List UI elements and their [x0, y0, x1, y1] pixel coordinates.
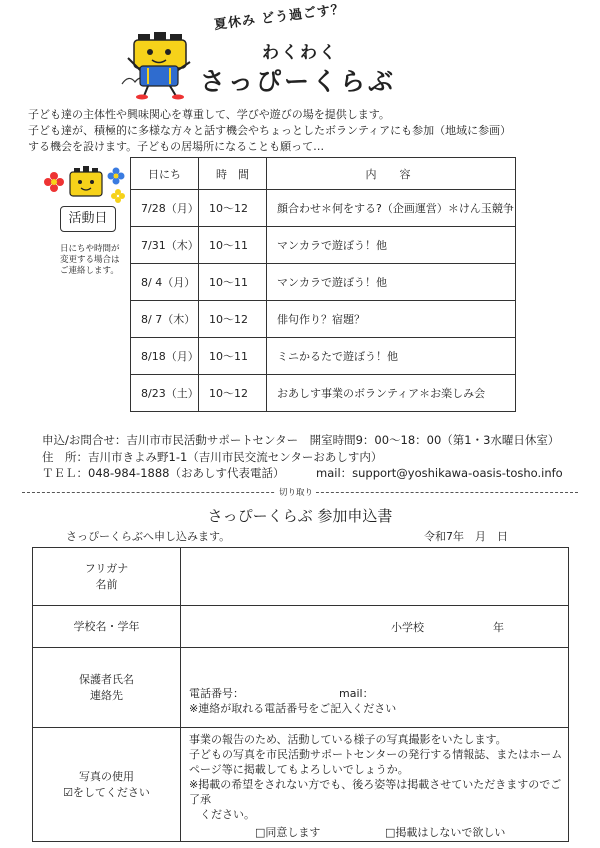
photo-text-line: ※掲載の希望をされない方でも、後ろ姿等は掲載させていただきますのでご了承: [189, 778, 562, 806]
schedule-content: 俳句作り？宿題？: [267, 301, 516, 338]
contact-mail: mail：support@yoshikawa-oasis-tosho.info: [316, 466, 563, 480]
consent-options: [189, 825, 568, 841]
photo-text-line: 子どもの写真を市民活動サポートセンターの発行する情報誌、またはホーム: [189, 748, 563, 761]
contact-label: 連絡先: [90, 688, 123, 702]
mail-label: mail：: [339, 687, 374, 700]
school-suffix: 小学校: [391, 621, 424, 634]
schedule-date: 7/28（月）: [131, 190, 199, 227]
intro-line-3: する機会を設けます。子どもの居場所になることも願って…: [28, 140, 325, 153]
table-row: [131, 301, 516, 338]
page-title: さっぴーくらぶ: [200, 67, 397, 96]
guardian-label: 保護者氏名: [79, 672, 134, 686]
mascot-icon: [122, 28, 200, 100]
schedule-date: 8/18（月）: [131, 338, 199, 375]
form-row-school: [33, 606, 569, 648]
name-label: 名前: [95, 577, 118, 591]
guardian-label-cell: [33, 648, 181, 728]
phone-label: 電話番号：: [189, 687, 244, 700]
schedule-date: 8/23（土）: [131, 375, 199, 412]
table-row: [131, 190, 516, 227]
furigana-label: フリガナ: [84, 561, 129, 575]
intro-line-2: 子ども達が、積極的に多様な方々と話す機会やちょっとしたボランティアにも参加（地域に参画）: [28, 124, 512, 137]
contact-line-1: 申込/お問合せ：吉川市市民活動サポートセンター 開室時間9：00～18：00（第1・3水曜日休室）: [42, 433, 560, 447]
photo-check-instruction: ☑をしてください: [63, 785, 150, 799]
phone-note: ※連絡が取れる電話番号をご記入ください: [189, 702, 397, 715]
table-row: [131, 264, 516, 301]
header-subtitle: 夏休み どう過ごす？: [213, 2, 346, 33]
schedule-header-row: [131, 158, 516, 190]
agree-checkbox[interactable]: □同意します: [255, 826, 321, 839]
schedule-date: 8/ 7（木）: [131, 301, 199, 338]
schedule-change-note: 日にちや時間が変更する場合はご連絡します。: [60, 244, 120, 276]
header-title-line1: わくわく: [262, 43, 338, 63]
schedule-content: マンカラで遊ぼう！他: [267, 264, 516, 301]
application-form: [32, 547, 569, 842]
photo-text-line: ページ等に掲載してもよろしいでしょうか。: [189, 763, 409, 776]
schedule-content: ミニかるたで遊ぼう！他: [267, 338, 516, 375]
column-header-content: 内 容: [267, 158, 516, 190]
form-row-guardian: [33, 648, 569, 728]
schedule-date: 8/ 4（月）: [131, 264, 199, 301]
table-row: [131, 375, 516, 412]
flower-mascot-icon: [44, 164, 128, 204]
cut-label: 切り取り: [276, 486, 316, 498]
photo-usage-label: 写真の使用: [79, 769, 134, 783]
apply-statement: さっぴーくらぶへ申し込みます。: [66, 530, 231, 543]
schedule-time: 10～11: [199, 338, 267, 375]
schedule-content: マンカラで遊ぼう！他: [267, 227, 516, 264]
schedule-time: 10～12: [199, 190, 267, 227]
decline-checkbox[interactable]: □掲載はしないで欲しい: [385, 826, 506, 839]
form-row-name: [33, 548, 569, 606]
school-label: 学校名・学年: [33, 606, 181, 648]
schedule-time: 10～12: [199, 301, 267, 338]
activity-days-badge: 活動日: [60, 206, 116, 232]
guardian-field[interactable]: [181, 648, 569, 728]
form-row-photo: [33, 728, 569, 842]
schedule-content: おあしす事業のボランティア＊お楽しみ会: [267, 375, 516, 412]
schedule-date: 7/31（木）: [131, 227, 199, 264]
intro-line-1: 子ども達の主体性や興味関心を尊重して、学びや遊びの場を提供します。: [28, 108, 390, 121]
name-label-cell: [33, 548, 181, 606]
table-row: [131, 227, 516, 264]
grade-suffix: 年: [493, 621, 504, 634]
photo-text-line: ください。: [189, 808, 255, 821]
form-title: さっぴーくらぶ 参加申込書: [207, 507, 393, 525]
schedule-content: 顔合わせ＊何をする?（企画運営）＊けん玉競争: [267, 190, 516, 227]
schedule-time: 10～11: [199, 264, 267, 301]
schedule-time: 10～12: [199, 375, 267, 412]
column-header-time: 時 間: [199, 158, 267, 190]
table-row: [131, 338, 516, 375]
school-field[interactable]: [181, 606, 569, 648]
contact-tel: ＴＥＬ：048-984-1888（おあしす代表電話）: [42, 466, 285, 480]
photo-text-line: 事業の報告のため、活動している様子の写真撮影をいたします。: [189, 733, 507, 746]
application-date: 令和7年 月 日: [424, 530, 508, 543]
contact-address: 住 所：吉川市きよみ野1-1（吉川市民交流センターおあしす内）: [42, 450, 383, 464]
photo-label-cell: [33, 728, 181, 842]
photo-consent-cell: [181, 728, 569, 842]
schedule-time: 10～11: [199, 227, 267, 264]
name-field[interactable]: [181, 548, 569, 606]
column-header-date: 日にち: [131, 158, 199, 190]
schedule-table: [130, 157, 516, 412]
